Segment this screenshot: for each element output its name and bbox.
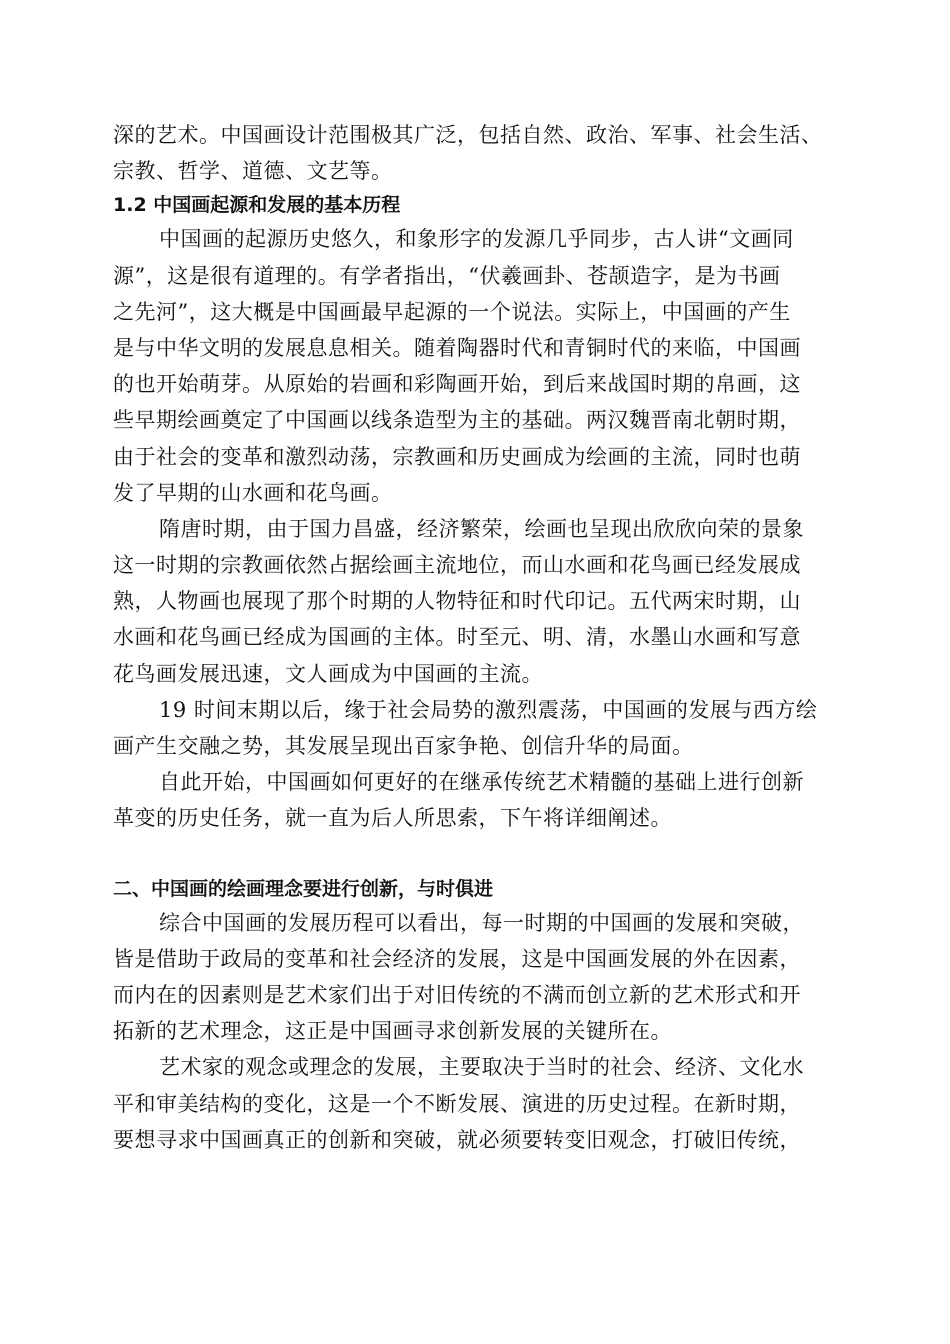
paragraph-line: 中国画的起源历史悠久，和象形字的发源几乎同步，古人讲“文画同 [159,227,794,252]
paragraph-line: 水画和花鸟画已经成为国画的主体。时至元、明、清，水墨山水画和写意 [113,625,801,650]
paragraph-line: 深的艺术。中国画设计范围极其广泛，包括自然、政治、军事、社会生活、 [113,123,823,147]
document-body [113,117,837,1158]
paragraph-line: 要想寻求中国画真正的创新和突破，就必须要转变旧观念，打破旧传统， [113,1127,801,1152]
paragraph-line: 综合中国画的发展历程可以看出，每一时期的中国画的发展和突破， [159,910,804,935]
paragraph-line: 这一时期的宗教画依然占据绘画主流地位，而山水画和花鸟画已经发展成 [113,553,801,578]
paragraph-line: 花鸟画发展迅速，文人画成为中国画的主流。 [113,661,543,686]
paragraph-line: 源”，这是很有道理的。有学者指出，“伏羲画卦、苍颉造字，是为书画 [113,263,781,288]
paragraph-line: 皆是借助于政局的变革和社会经济的发展，这是中国画发展的外在因素， [113,946,801,971]
paragraph-line: 的也开始萌芽。从原始的岩画和彩陶画开始，到后来战国时期的帛画，这 [113,372,801,397]
paragraph-line: 艺术家的观念或理念的发展，主要取决于当时的社会、经济、文化水 [159,1055,804,1080]
paragraph-line: 拓新的艺术理念，这正是中国画寻求创新发展的关键所在。 [113,1019,672,1044]
paragraph-line: 而内在的因素则是艺术家们出于对旧传统的不满而创立新的艺术形式和开 [113,982,801,1007]
paragraph-line: 由于社会的变革和激烈动荡，宗教画和历史画成为绘画的主流，同时也萌 [113,444,801,469]
paragraph-line: 宗教、哲学、道德、文艺等。 [113,159,393,184]
paragraph-line: 平和审美结构的变化，这是一个不断发展、演进的历史过程。在新时期， [113,1091,801,1116]
paragraph-line: 19 时间末期以后，缘于社会局势的激烈震荡，中国画的发展与西方绘 [159,697,818,722]
paragraph-line: 革变的历史任务，就一直为后人所思索，下午将详细阐述。 [113,806,672,831]
paragraph-line: 画产生交融之势，其发展呈现出百家争艳、创信升华的局面。 [113,734,694,758]
paragraph-line: 之先河”，这大概是中国画最早起源的一个说法。实际上，中国画的产生 [113,299,791,324]
paragraph-line: 些早期绘画奠定了中国画以线条造型为主的基础。两汉魏晋南北朝时期， [113,408,801,433]
paragraph-line: 熟，人物画也展现了那个时期的人物特征和时代印记。五代两宋时期，山 [113,589,801,614]
paragraph-line: 自此开始，中国画如何更好的在继承传统艺术精髓的基础上进行创新 [159,770,804,795]
section-heading-1-2: 1.2 中国画起源和发展的基本历程 [113,194,401,217]
paragraph-line: 是与中华文明的发展息息相关。随着陶器时代和青铜时代的来临，中国画 [113,335,801,360]
section-spacer [113,837,837,873]
paragraph-line: 隋唐时期，由于国力昌盛，经济繁荣，绘画也呈现出欣欣向荣的景象 [159,516,804,541]
paragraph-line: 发了早期的山水画和花鸟画。 [113,480,393,505]
section-heading-2: 二、中国画的绘画理念要进行创新，与时俱进 [113,877,494,900]
